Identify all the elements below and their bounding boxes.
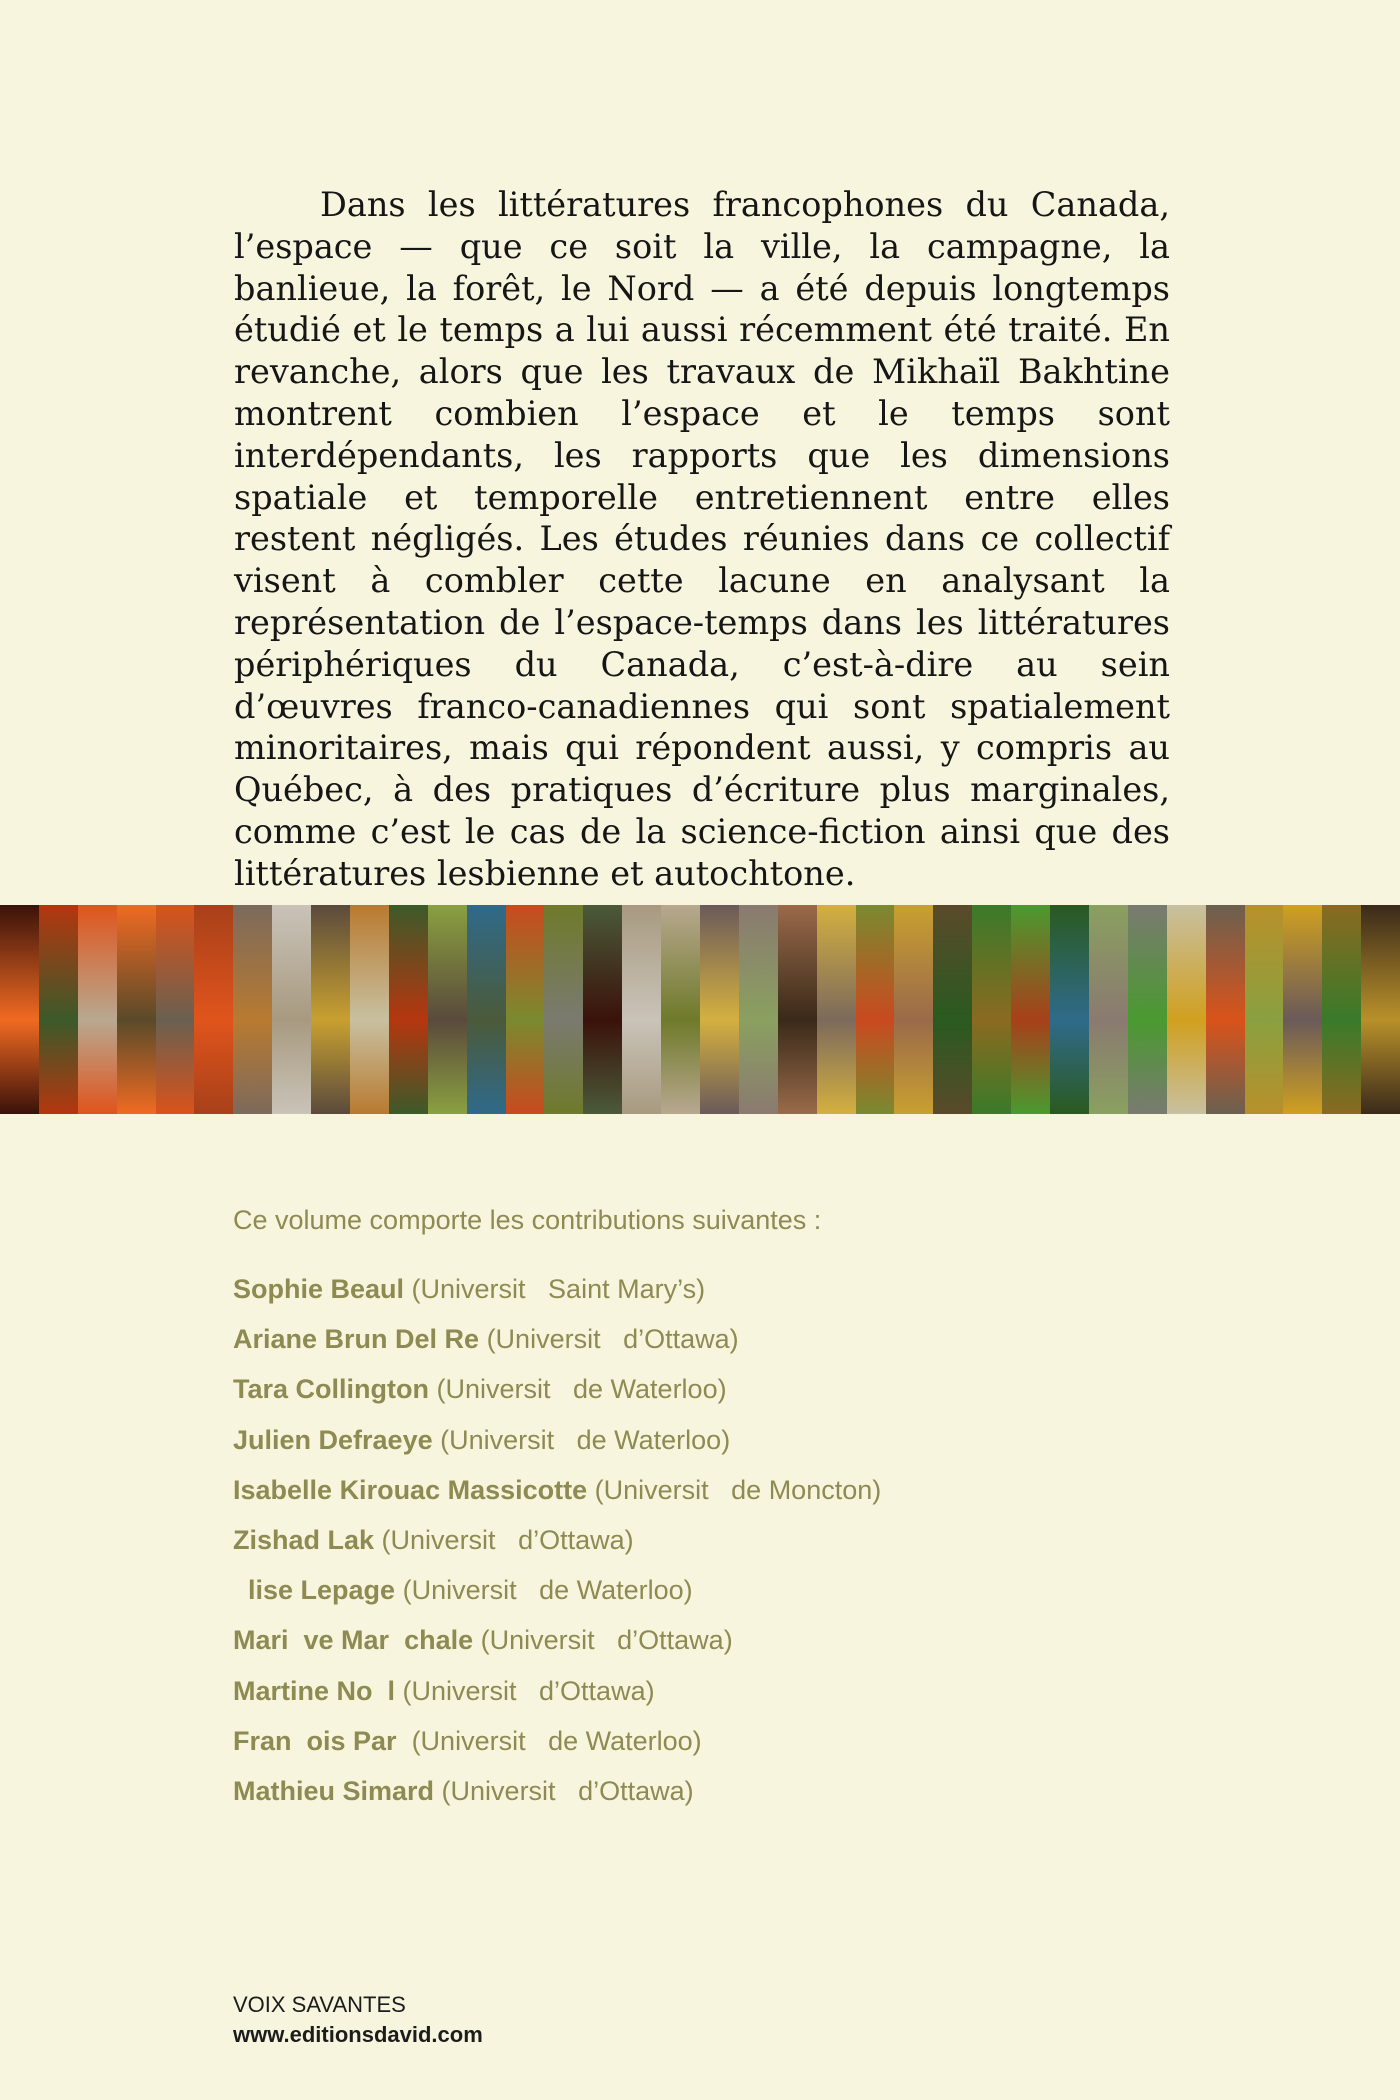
footer bbox=[233, 1990, 483, 2050]
mosaic-stripe bbox=[78, 905, 117, 1114]
contributors-list bbox=[233, 1270, 881, 1822]
mosaic-stripe bbox=[856, 905, 895, 1114]
contributor-name: Ariane Brun Del Re bbox=[233, 1324, 480, 1355]
mosaic-stripe bbox=[1245, 905, 1284, 1114]
contributor-affiliation: (Universit de Waterloo) bbox=[396, 1725, 702, 1756]
mosaic-stripe bbox=[1167, 905, 1206, 1114]
collection-name: VOIX SAVANTES bbox=[233, 1992, 406, 2017]
contributor-item bbox=[233, 1521, 881, 1571]
mosaic-stripe bbox=[972, 905, 1011, 1114]
mosaic-stripe bbox=[467, 905, 506, 1114]
contributor-item bbox=[233, 1471, 881, 1521]
contributor-name: Isabelle Kirouac Massicotte bbox=[233, 1474, 588, 1505]
mosaic-stripe bbox=[1322, 905, 1361, 1114]
contributor-item bbox=[233, 1421, 881, 1471]
mosaic-stripe bbox=[1206, 905, 1245, 1114]
contributor-name: Martine No l bbox=[233, 1675, 396, 1706]
contributor-affiliation: (Universit d’Ottawa) bbox=[473, 1625, 733, 1656]
contributor-name: Tara Collington bbox=[233, 1374, 429, 1405]
mosaic-stripe bbox=[272, 905, 311, 1114]
mosaic-stripe bbox=[350, 905, 389, 1114]
contributor-item bbox=[233, 1621, 881, 1671]
mosaic-stripe bbox=[583, 905, 622, 1114]
mosaic-stripe bbox=[428, 905, 467, 1114]
mosaic-stripe bbox=[700, 905, 739, 1114]
mosaic-stripe bbox=[778, 905, 817, 1114]
contributions-heading: Ce volume comporte les contributions suivantes : bbox=[233, 1205, 822, 1235]
contributor-name: lise Lepage bbox=[233, 1575, 396, 1606]
contributor-name: Mathieu Simard bbox=[233, 1775, 435, 1806]
mosaic-stripe bbox=[739, 905, 778, 1114]
mosaic-stripe bbox=[389, 905, 428, 1114]
contributor-item bbox=[233, 1772, 881, 1822]
mosaic-stripe bbox=[1050, 905, 1089, 1114]
contributor-name: Fran ois Par bbox=[233, 1725, 397, 1756]
mosaic-stripe bbox=[1283, 905, 1322, 1114]
mosaic-stripe bbox=[661, 905, 700, 1114]
mosaic-stripe bbox=[1128, 905, 1167, 1114]
contributor-item bbox=[233, 1571, 881, 1621]
contributor-name: Zishad Lak bbox=[233, 1524, 375, 1555]
back-cover-summary: Dans les littératures francophones du Canada, l’espace — que ce soit la ville, la campagne, la banlieue, la forêt, le Nord — a été depuis longtemps étudié et le temps a lui aussi récemment été traité. En revanche, alors que les travaux de Mikhaïl Bakhtine montrent combien l’espace et le temps sont interdépendants, les rapports que les dimensions spatiale et temporelle entretiennent entre elles restent négligés. Les études réunies dans ce collectif visent à combler cette lacune en analysant la représentation de l’espace-temps dans les littératures périphériques du Canada, c’est-à-dire au sein d’œuvres franco-canadiennes qui sont spatialement minoritaires, mais qui répondent aussi, y compris au Québec, à des pratiques d’écriture plus marginales, comme c’est le cas de la science-fiction ainsi que des littératures lesbienne et autochtone. bbox=[234, 185, 1170, 893]
mosaic-stripe bbox=[311, 905, 350, 1114]
mosaic-stripe bbox=[233, 905, 272, 1114]
contributor-item bbox=[233, 1672, 881, 1722]
contributor-affiliation: (Universit d’Ottawa) bbox=[374, 1524, 634, 1555]
contributor-affiliation: (Universit de Waterloo) bbox=[429, 1374, 727, 1405]
contributor-affiliation: (Universit de Waterloo) bbox=[395, 1575, 693, 1606]
contributor-item bbox=[233, 1270, 881, 1320]
mosaic-stripe bbox=[117, 905, 156, 1114]
mosaic-stripe bbox=[544, 905, 583, 1114]
mosaic-stripe bbox=[1089, 905, 1128, 1114]
mosaic-stripe bbox=[194, 905, 233, 1114]
contributor-name: Sophie Beaul bbox=[233, 1274, 405, 1304]
contributor-item bbox=[233, 1722, 881, 1772]
contributor-name: Mari ve Mar chale bbox=[233, 1625, 474, 1656]
mosaic-stripe bbox=[156, 905, 195, 1114]
contributor-name: Julien Defraeye bbox=[233, 1424, 433, 1455]
mosaic-stripe bbox=[622, 905, 661, 1114]
mosaic-stripe bbox=[894, 905, 933, 1114]
mosaic-stripe bbox=[0, 905, 39, 1114]
contributor-item bbox=[233, 1320, 881, 1370]
mosaic-stripe bbox=[1361, 905, 1400, 1114]
mosaic-stripe bbox=[506, 905, 545, 1114]
contributor-affiliation: (Universit de Waterloo) bbox=[432, 1424, 731, 1455]
contributor-affiliation: (Universit Saint Mary’s) bbox=[404, 1274, 706, 1304]
contributor-affiliation: (Universit d’Ottawa) bbox=[479, 1324, 739, 1355]
mosaic-stripe bbox=[1011, 905, 1050, 1114]
photo-mosaic-band bbox=[0, 905, 1400, 1114]
contributor-affiliation: (Universit d’Ottawa) bbox=[434, 1775, 694, 1806]
contributor-affiliation: (Universit de Moncton) bbox=[587, 1474, 882, 1505]
publisher-website: www.editionsdavid.com bbox=[233, 2022, 483, 2047]
contributor-affiliation: (Universit d’Ottawa) bbox=[395, 1675, 655, 1706]
mosaic-stripe bbox=[39, 905, 78, 1114]
contributor-item bbox=[233, 1370, 881, 1420]
mosaic-stripe bbox=[933, 905, 972, 1114]
mosaic-stripe bbox=[817, 905, 856, 1114]
